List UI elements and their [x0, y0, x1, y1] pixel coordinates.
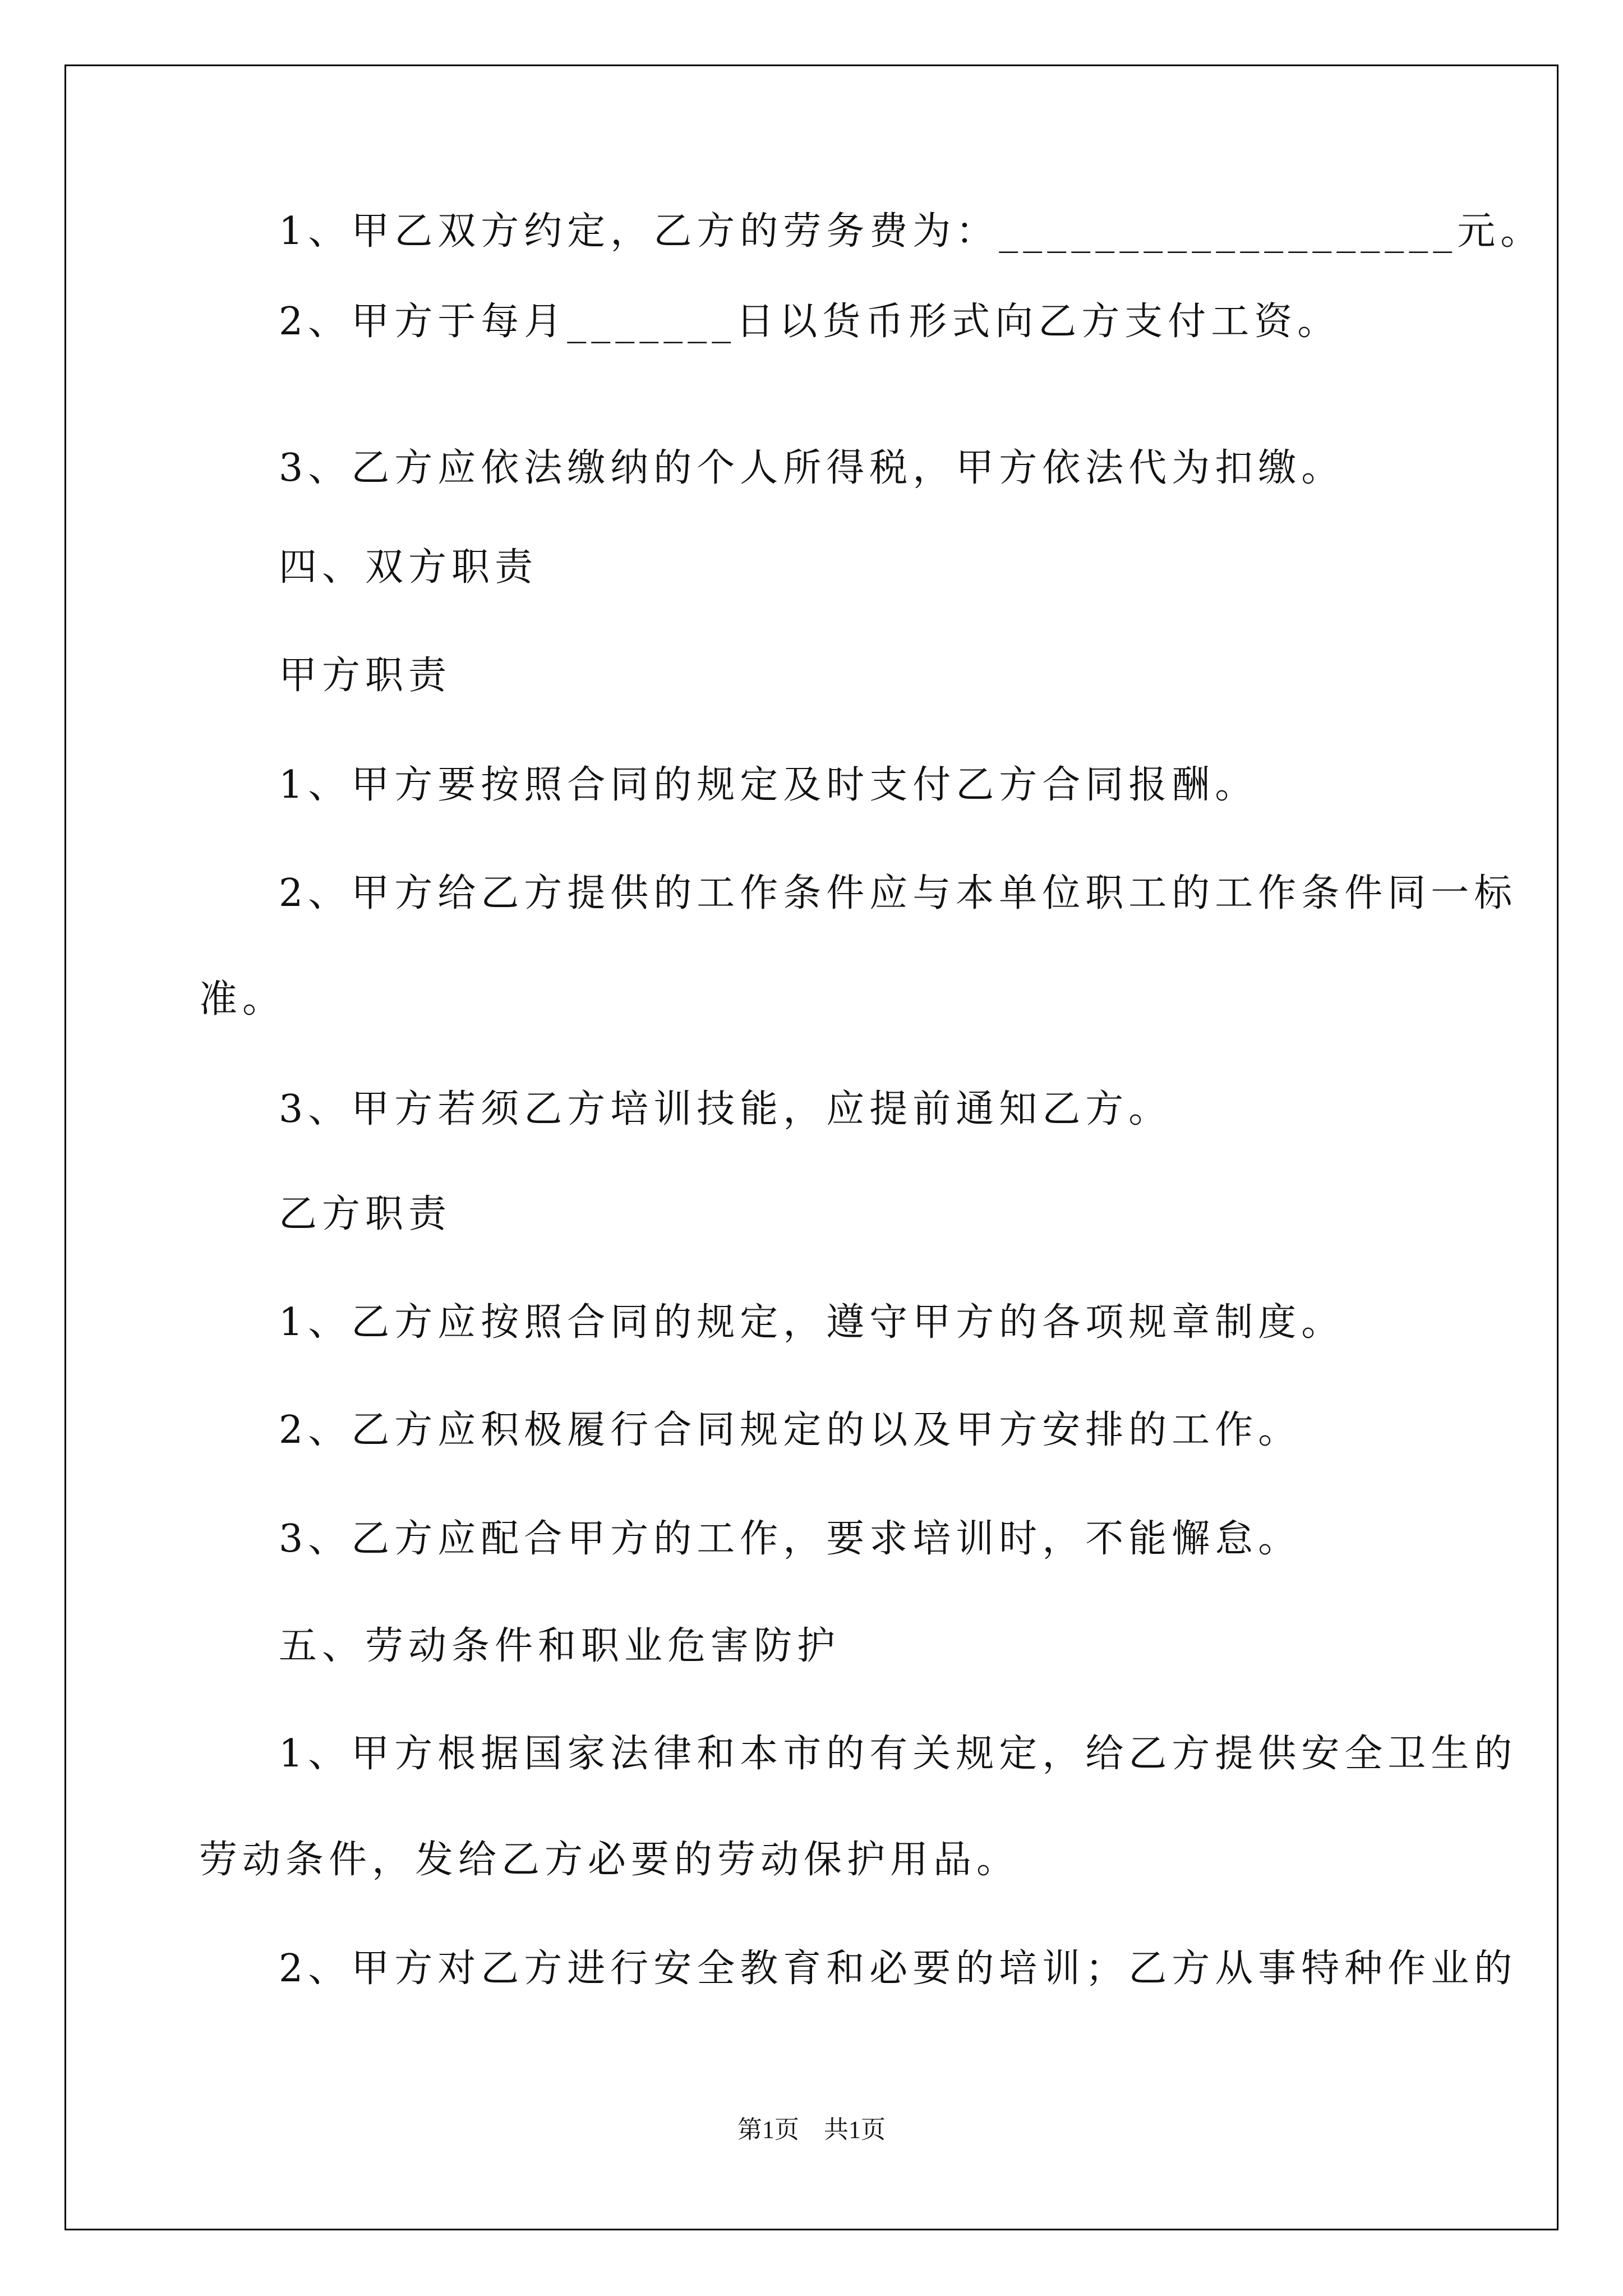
- party-b-duty-2: 2、乙方应积极履行合同规定的以及甲方安排的工作。: [279, 1408, 1302, 1452]
- section-4-heading: 四、双方职责: [279, 545, 538, 590]
- clause-1-fee: 1、甲乙双方约定，乙方的劳务费为：___________________元。: [279, 209, 1544, 254]
- clause-2-payday: 2、甲方于每月_______日以货币形式向乙方支付工资。: [279, 300, 1341, 344]
- clause-3-tax: 3、乙方应依法缴纳的个人所得税，甲方依法代为扣缴。: [279, 446, 1345, 490]
- page-border: [64, 65, 1559, 2230]
- party-b-duty-3: 3、乙方应配合甲方的工作，要求培训时，不能懈怠。: [279, 1517, 1302, 1561]
- party-a-duty-2-continued: 准。: [199, 977, 286, 1022]
- section-5-heading: 五、劳动条件和职业危害防护: [279, 1624, 841, 1668]
- party-a-duties-heading: 甲方职责: [279, 654, 452, 698]
- section-5-clause-2: 2、甲方对乙方进行安全教育和必要的培训；乙方从事特种作业的: [279, 1947, 1518, 1991]
- section-5-clause-1: 1、甲方根据国家法律和本市的有关规定，给乙方提供安全卫生的: [279, 1732, 1518, 1776]
- party-b-duty-1: 1、乙方应按照合同的规定，遵守甲方的各项规章制度。: [279, 1300, 1345, 1345]
- party-a-duty-2: 2、甲方给乙方提供的工作条件应与本单位职工的工作条件同一标: [279, 871, 1518, 915]
- party-a-duty-1: 1、甲方要按照合同的规定及时支付乙方合同报酬。: [279, 763, 1258, 807]
- party-b-duties-heading: 乙方职责: [279, 1192, 452, 1236]
- page-number-footer: 第1页 共1页: [737, 2116, 886, 2143]
- section-5-clause-1-continued: 劳动条件，发给乙方必要的劳动保护用品。: [199, 1838, 1020, 1882]
- party-a-duty-3: 3、甲方若须乙方培训技能，应提前通知乙方。: [279, 1087, 1172, 1131]
